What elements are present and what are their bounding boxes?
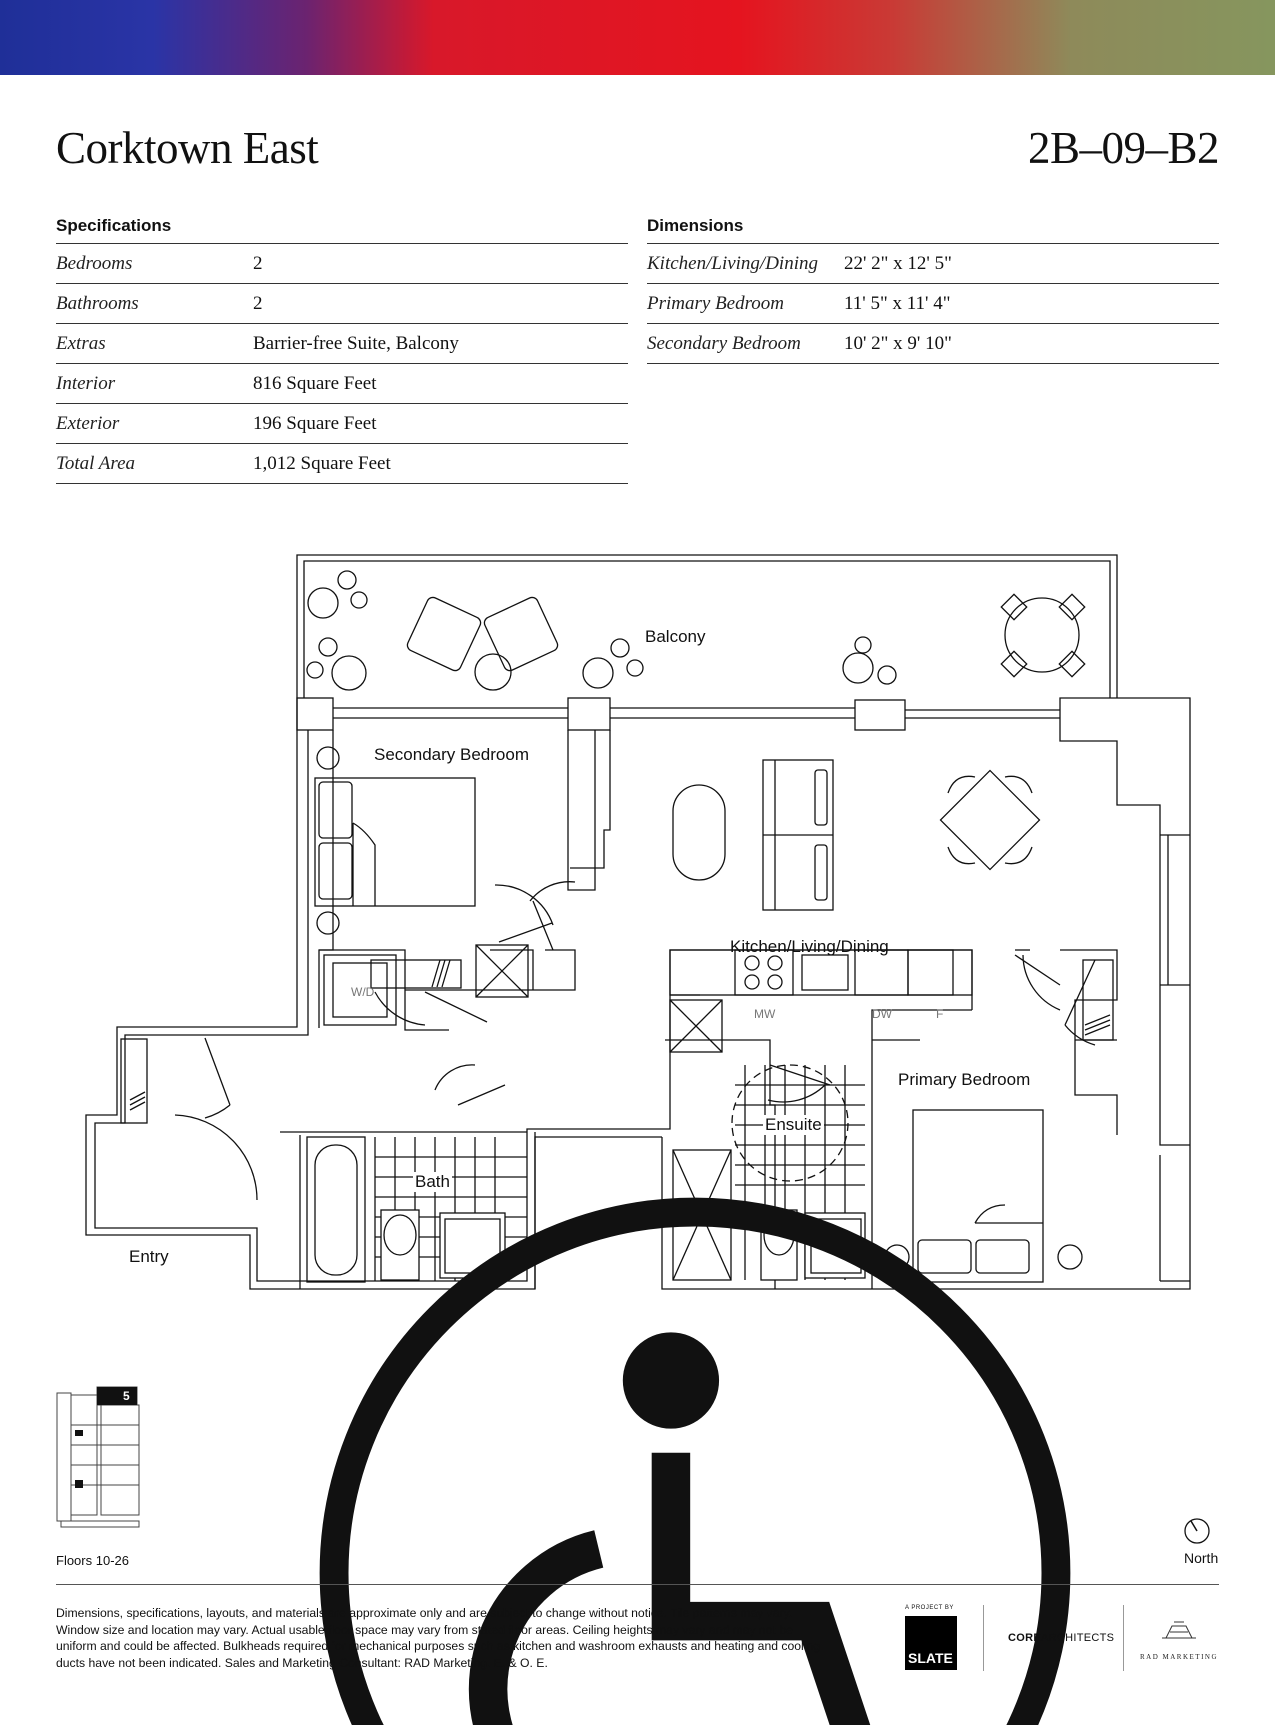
project-title: Corktown East bbox=[56, 123, 319, 173]
mechanical-shafts bbox=[476, 945, 722, 1052]
label-kitchen-living-dining: Kitchen/Living/Dining bbox=[730, 937, 889, 956]
living-furniture bbox=[673, 760, 833, 910]
north-label: North bbox=[1184, 1550, 1219, 1566]
dimension-label: Secondary Bedroom bbox=[647, 332, 801, 354]
slate-logo bbox=[905, 1605, 960, 1670]
dimension-value: 10' 2" x 9' 10" bbox=[844, 332, 952, 354]
logo-divider bbox=[983, 1605, 984, 1671]
dimension-row bbox=[647, 324, 1219, 364]
dimensions-heading: Dimensions bbox=[647, 212, 1219, 244]
specifications-heading: Specifications bbox=[56, 212, 628, 244]
dimension-row bbox=[647, 284, 1219, 324]
dimensions-table bbox=[647, 212, 1219, 364]
rad-marketing-logo bbox=[1138, 1618, 1220, 1668]
unit-code: 2B–09–B2 bbox=[1027, 123, 1219, 173]
label-secondary-bedroom: Secondary Bedroom bbox=[374, 745, 529, 764]
spec-label: Exterior bbox=[56, 412, 120, 434]
label-ensuite: Ensuite bbox=[765, 1115, 822, 1134]
spec-row bbox=[56, 284, 628, 324]
rad-wordmark: RAD MARKETING bbox=[1139, 1653, 1219, 1661]
top-gradient-bar bbox=[0, 0, 1275, 75]
footer-divider bbox=[56, 1584, 1219, 1585]
spec-value: 196 Square Feet bbox=[253, 412, 377, 434]
logo-divider bbox=[1123, 1605, 1124, 1671]
doors bbox=[175, 882, 1095, 1200]
label-primary-bedroom: Primary Bedroom bbox=[898, 1070, 1031, 1089]
spec-value: 816 Square Feet bbox=[253, 372, 377, 394]
specifications-table bbox=[56, 212, 628, 484]
label-balcony: Balcony bbox=[645, 627, 706, 646]
dimension-value: 22' 2" x 12' 5" bbox=[844, 252, 952, 274]
spec-label: Total Area bbox=[56, 452, 136, 474]
disclaimer-text: Dimensions, specifications, layouts, and materials are approximate only and are subject to change without notice. Tile patterns may vary. Window size and location may vary. Actual usable floor space may vary from stated floor areas. Ceiling heights may vary and may not be uniform and could be affected. Bulkheads required for mechanical purposes such as kitchen and washroom exhausts and heating and cooling ducts have not been indicated. Sales and Marketing Consultant: RAD Marketing. E. & O. E. bbox=[56, 1606, 821, 1670]
spec-value: 2 bbox=[253, 292, 263, 314]
label-entry: Entry bbox=[129, 1247, 169, 1266]
label-fridge: F bbox=[936, 1007, 944, 1021]
core-architects-logo bbox=[1008, 1632, 1114, 1644]
slate-tagline: A PROJECT BY bbox=[905, 1605, 954, 1611]
label-dishwasher: DW bbox=[872, 1007, 892, 1021]
label-bath: Bath bbox=[415, 1172, 450, 1191]
dimension-label: Kitchen/Living/Dining bbox=[647, 252, 818, 274]
keyplan-unit-number: 5 bbox=[123, 1389, 130, 1403]
core-logo-bold: CORE bbox=[1008, 1632, 1041, 1644]
label-microwave: MW bbox=[754, 1007, 776, 1021]
key-plan-icon bbox=[55, 1385, 155, 1530]
closets bbox=[121, 960, 1117, 1123]
spec-value: Barrier-free Suite, Balcony bbox=[253, 332, 459, 354]
spec-label: Bathrooms bbox=[56, 292, 139, 314]
spec-row bbox=[56, 244, 628, 284]
core-logo-rest: ARCHITECTS bbox=[1040, 1632, 1115, 1644]
dimension-label: Primary Bedroom bbox=[647, 292, 785, 314]
dining-table bbox=[941, 771, 1040, 870]
floor-plan bbox=[75, 545, 1215, 1315]
north-arrow-icon bbox=[1183, 1517, 1211, 1545]
slate-wordmark: SLATE bbox=[905, 1616, 957, 1670]
spec-value: 1,012 Square Feet bbox=[253, 452, 391, 474]
spec-row bbox=[56, 324, 628, 364]
spec-label: Extras bbox=[56, 332, 106, 354]
label-washer-dryer: W/D bbox=[351, 985, 375, 999]
dimension-value: 11' 5" x 11' 4" bbox=[844, 292, 951, 314]
spec-value: 2 bbox=[253, 252, 263, 274]
dimension-row bbox=[647, 244, 1219, 284]
spec-row bbox=[56, 444, 628, 484]
rad-emblem-icon bbox=[1138, 1618, 1220, 1648]
spec-label: Bedrooms bbox=[56, 252, 133, 274]
secondary-bedroom-bed bbox=[315, 747, 475, 934]
floors-label: Floors 10-26 bbox=[56, 1553, 129, 1568]
balcony-area bbox=[297, 555, 1117, 698]
spec-label: Interior bbox=[56, 372, 116, 394]
spec-row bbox=[56, 404, 628, 444]
spec-row bbox=[56, 364, 628, 404]
